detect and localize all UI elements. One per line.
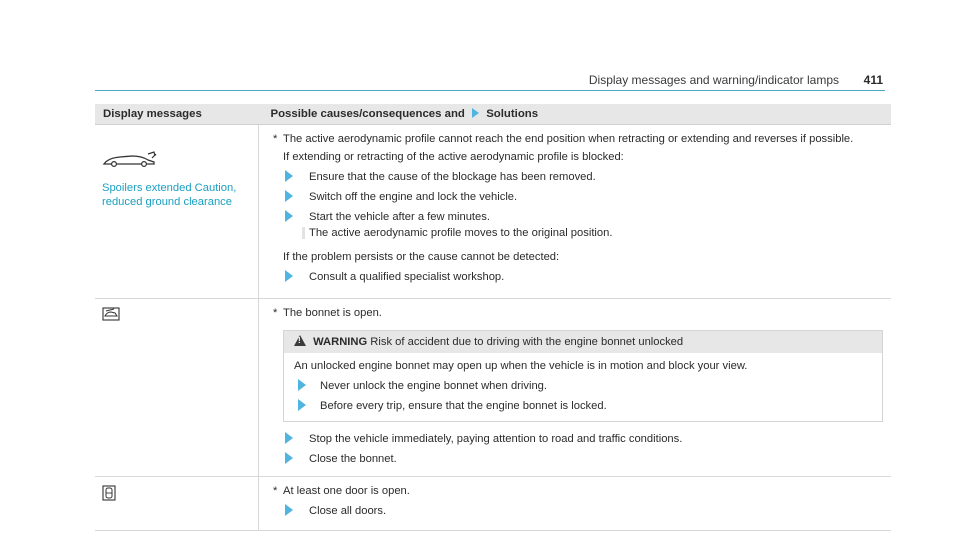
arrow-icon	[472, 108, 479, 118]
list-item	[273, 432, 883, 446]
step-text: Switch off the engine and lock the vehicle.	[309, 191, 518, 203]
bonnet-open-icon	[102, 307, 252, 325]
message-cell	[95, 299, 259, 477]
arrow-icon	[285, 170, 293, 182]
warning-title: Risk of accident due to driving with the engine bonnet unlocked	[370, 336, 684, 348]
column-header-causes	[259, 104, 892, 125]
warning-box	[283, 330, 883, 422]
message-caption: Spoilers extended Caution, reduced ground clearance	[102, 182, 237, 208]
list-item	[273, 504, 883, 518]
list-item	[273, 190, 883, 204]
arrow-icon	[298, 399, 306, 411]
list-item	[273, 452, 883, 466]
step-text: Close the bonnet.	[309, 453, 397, 465]
step-text: Stop the vehicle immediately, paying attention to road and traffic conditions.	[309, 433, 683, 445]
warning-body	[284, 353, 882, 421]
step-text: Never unlock the engine bonnet when driving.	[320, 380, 548, 392]
cause-text-3: If the problem persists or the cause cannot be detected:	[283, 251, 560, 263]
warning-text: An unlocked engine bonnet may open up when the vehicle is in motion and block your view.	[294, 360, 748, 372]
cause-cell: * The bonnet is open. ! WARNING Risk of accident due to driving with the engine bonnet unlocked An unlocked engine bonnet may open up when the vehicle is in motion and block your view. Never unlock the engine bonnet when driving. Before every trip, ensure that the engine bonnet is locked. Stop the vehicle immediately, paying attention to road and traffic conditions. Close the bonnet.	[259, 299, 892, 477]
page-header	[95, 72, 885, 91]
display-messages-table	[95, 104, 891, 531]
warning-header	[284, 331, 882, 353]
table-row	[95, 125, 891, 299]
warning-label: WARNING	[313, 336, 368, 348]
door-open-icon	[102, 485, 252, 505]
list-item	[273, 270, 883, 284]
list-item	[273, 210, 883, 224]
column-header-solutions-text: Solutions	[486, 108, 539, 120]
table-row	[95, 299, 891, 477]
step-text: Ensure that the cause of the blockage has been removed.	[309, 171, 596, 183]
message-cell	[95, 477, 259, 531]
cause-text: At least one door is open.	[283, 485, 410, 497]
message-cell	[95, 125, 259, 299]
arrow-icon	[285, 270, 293, 282]
cause-cell: * The active aerodynamic profile cannot reach the end position when retracting or extending and reverses if possible. If extending or retracting of the active aerodynamic profile is blocked: Ensure that the cause of the blockage has been removed. Switch off the engine and lock the vehicle. Start the vehicle after a few minutes. The active aerodynamic profile moves to the original position. If the problem persists or the cause cannot be detected: Consult a qualified specialist workshop.	[259, 125, 892, 299]
column-header-causes-text: Possible causes/consequences and	[270, 108, 465, 120]
arrow-icon	[285, 210, 293, 222]
arrow-icon	[285, 190, 293, 202]
list-item	[294, 399, 874, 413]
cause-cell: * At least one door is open. Close all doors.	[259, 477, 892, 531]
arrow-icon	[298, 379, 306, 391]
cause-text: The active aerodynamic profile cannot reach the end position when retracting or extending and reverses if possible.	[283, 133, 854, 145]
list-item	[294, 379, 874, 393]
step-text: Start the vehicle after a few minutes.	[309, 211, 490, 223]
arrow-icon	[285, 432, 293, 444]
step-text: Before every trip, ensure that the engine bonnet is locked.	[320, 400, 607, 412]
column-header-messages: Display messages	[95, 104, 259, 125]
cause-text: The bonnet is open.	[283, 307, 382, 319]
arrow-icon	[285, 452, 293, 464]
page-number: 411	[863, 73, 883, 87]
cause-text-2: If extending or retracting of the active aerodynamic profile is blocked:	[283, 151, 624, 163]
table-header	[95, 104, 891, 125]
list-item	[273, 170, 883, 184]
step-result: The active aerodynamic profile moves to the original position.	[302, 227, 612, 239]
step-text: Consult a qualified specialist workshop.	[309, 271, 505, 283]
arrow-icon	[285, 504, 293, 516]
spoiler-car-icon	[102, 151, 252, 173]
warning-icon	[294, 335, 306, 346]
table-row	[95, 477, 891, 531]
header-title: Display messages and warning/indicator lamps	[588, 73, 839, 87]
step-text: Close all doors.	[309, 505, 387, 517]
